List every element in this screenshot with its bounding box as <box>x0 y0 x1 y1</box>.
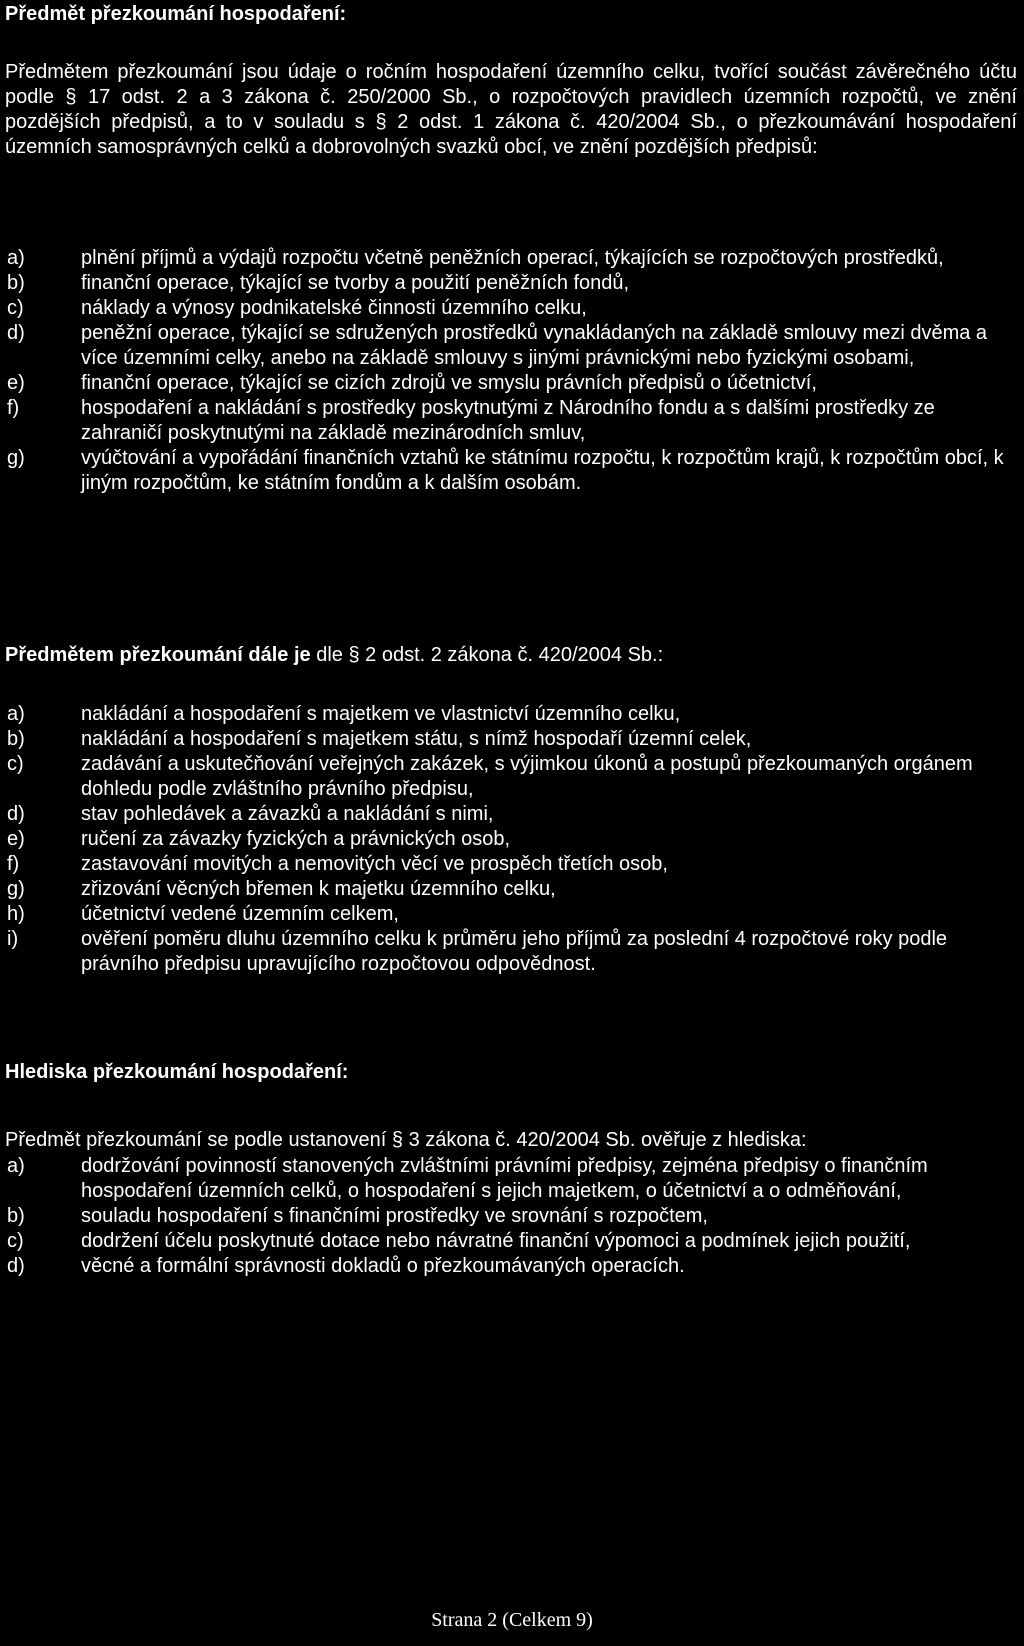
list-item-text: nakládání a hospodaření s majetkem ve vlastnictví územního celku, <box>81 703 681 725</box>
section3-list <box>5 1154 1017 1279</box>
list-item <box>5 927 1017 977</box>
list-item-text: peněžní operace, týkající se sdružených prostředků vynakládaných na základě smlouvy mezi dvěma a více územními celky, anebo na základě smlouvy s jinými právnickými nebo fyzickými osobami, <box>81 322 988 369</box>
list-item <box>5 396 1017 446</box>
list-item <box>5 802 1017 827</box>
list-item-label: a) <box>7 1155 25 1177</box>
section3-intro: Předmět přezkoumání se podle ustanovení § 3 zákona č. 420/2004 Sb. ověřuje z hlediska: <box>5 1129 807 1151</box>
list-item-text: dodržování povinností stanovených zvláštními právními předpisy, zejména předpisy o finančním hospodaření územních celků, o hospodaření s jejich majetkem, o účetnictví a o odměňování, <box>81 1155 928 1202</box>
list-item-label: a) <box>7 247 25 269</box>
list-item <box>5 877 1017 902</box>
section2-intro-rest: dle § 2 odst. 2 zákona č. 420/2004 Sb.: <box>310 644 664 666</box>
list-item <box>5 321 1017 371</box>
section2-intro <box>5 643 1017 668</box>
section3-heading: Hlediska přezkoumání hospodaření: <box>5 1061 349 1083</box>
list-item <box>5 1154 1017 1204</box>
list-item-label: b) <box>7 272 25 294</box>
list-item-text: dodržení účelu poskytnuté dotace nebo návratné finanční výpomoci a podmínek jejich použití, <box>81 1230 911 1252</box>
list-item-text: finanční operace, týkající se cizích zdrojů ve smyslu právních předpisů o účetnictví, <box>81 372 817 394</box>
list-item <box>5 371 1017 396</box>
list-item-text: ručení za závazky fyzických a právnických osob, <box>81 828 511 850</box>
list-item-text: náklady a výnosy podnikatelské činnosti územního celku, <box>81 297 587 319</box>
section2-intro-bold: Předmětem přezkoumání dále je <box>5 644 311 666</box>
list-item-label: h) <box>7 903 25 925</box>
list-item-label: e) <box>7 828 25 850</box>
list-item-text: zřizování věcných břemen k majetku územního celku, <box>81 878 556 900</box>
list-item-label: f) <box>7 853 20 875</box>
section1-heading: Předmět přezkoumání hospodaření: <box>5 3 347 25</box>
list-item-label: b) <box>7 728 25 750</box>
list-item-text: ověření poměru dluhu územního celku k průměru jeho příjmů za poslední 4 rozpočtové roky podle právního předpisu upravujícího rozpočtovou odpovědnost. <box>81 928 948 975</box>
list-item-label: d) <box>7 322 25 344</box>
list-item <box>5 727 1017 752</box>
list-item-label: e) <box>7 372 25 394</box>
list-item-label: d) <box>7 803 25 825</box>
list-item-label: b) <box>7 1205 25 1227</box>
list-item <box>5 1254 1017 1279</box>
list-item <box>5 446 1017 496</box>
section1-intro: Předmětem přezkoumání jsou údaje o ročním hospodaření územního celku, tvořící součást závěrečného účtu podle § 17 odst. 2 a 3 zákona č. 250/2000 Sb., o rozpočtových pravidlech územních rozpočtů, ve znění pozdějších předpisů, a to v souladu s § 2 odst. 1 zákona č. 420/2004 Sb., o přezkoumávání hospodaření územních samosprávných celků a dobrovolných svazků obcí, ve znění pozdějších předpisů: <box>5 61 1017 158</box>
list-item-text: zastavování movitých a nemovitých věcí ve prospěch třetích osob, <box>81 853 668 875</box>
list-item-text: zadávání a uskutečňování veřejných zakázek, s výjimkou úkonů a postupů přezkoumaných orgánem dohledu podle zvláštního právního předpisu, <box>81 753 973 800</box>
list-item-text: souladu hospodaření s finančními prostředky ve srovnání s rozpočtem, <box>81 1205 708 1227</box>
list-item <box>5 902 1017 927</box>
list-item-label: c) <box>7 753 24 775</box>
list-item-label: c) <box>7 297 24 319</box>
section1-list <box>5 246 1017 496</box>
list-item <box>5 246 1017 271</box>
list-item-text: vyúčtování a vypořádání finančních vztahů ke státnímu rozpočtu, k rozpočtům krajů, k rozpočtům obcí, k jiným rozpočtům, ke státním fondům a k dalším osobám. <box>81 447 1004 494</box>
list-item <box>5 852 1017 877</box>
list-item-text: stav pohledávek a závazků a nakládání s nimi, <box>81 803 494 825</box>
list-item-text: účetnictví vedené územním celkem, <box>81 903 399 925</box>
section2-list <box>5 702 1017 977</box>
list-item-label: g) <box>7 878 25 900</box>
list-item <box>5 1204 1017 1229</box>
list-item-text: finanční operace, týkající se tvorby a použití peněžních fondů, <box>81 272 630 294</box>
list-item-label: f) <box>7 397 20 419</box>
list-item-text: nakládání a hospodaření s majetkem státu, s nímž hospodaří územní celek, <box>81 728 752 750</box>
list-item-label: i) <box>7 928 19 950</box>
list-item-label: a) <box>7 703 25 725</box>
list-item-label: g) <box>7 447 25 469</box>
list-item-text: plnění příjmů a výdajů rozpočtu včetně peněžních operací, týkajících se rozpočtových prostředků, <box>81 247 944 269</box>
page-number-footer: Strana 2 (Celkem 9) <box>431 1609 593 1631</box>
list-item <box>5 702 1017 727</box>
list-item-text: věcné a formální správnosti dokladů o přezkoumávaných operacích. <box>81 1255 685 1277</box>
list-item <box>5 296 1017 321</box>
list-item <box>5 271 1017 296</box>
list-item <box>5 752 1017 802</box>
list-item-text: hospodaření a nakládání s prostředky poskytnutými z Národního fondu a s dalšími prostředky ze zahraničí poskytnutými na základě mezinárodních smluv, <box>81 397 935 444</box>
list-item <box>5 827 1017 852</box>
list-item-label: c) <box>7 1230 24 1252</box>
list-item <box>5 1229 1017 1254</box>
list-item-label: d) <box>7 1255 25 1277</box>
